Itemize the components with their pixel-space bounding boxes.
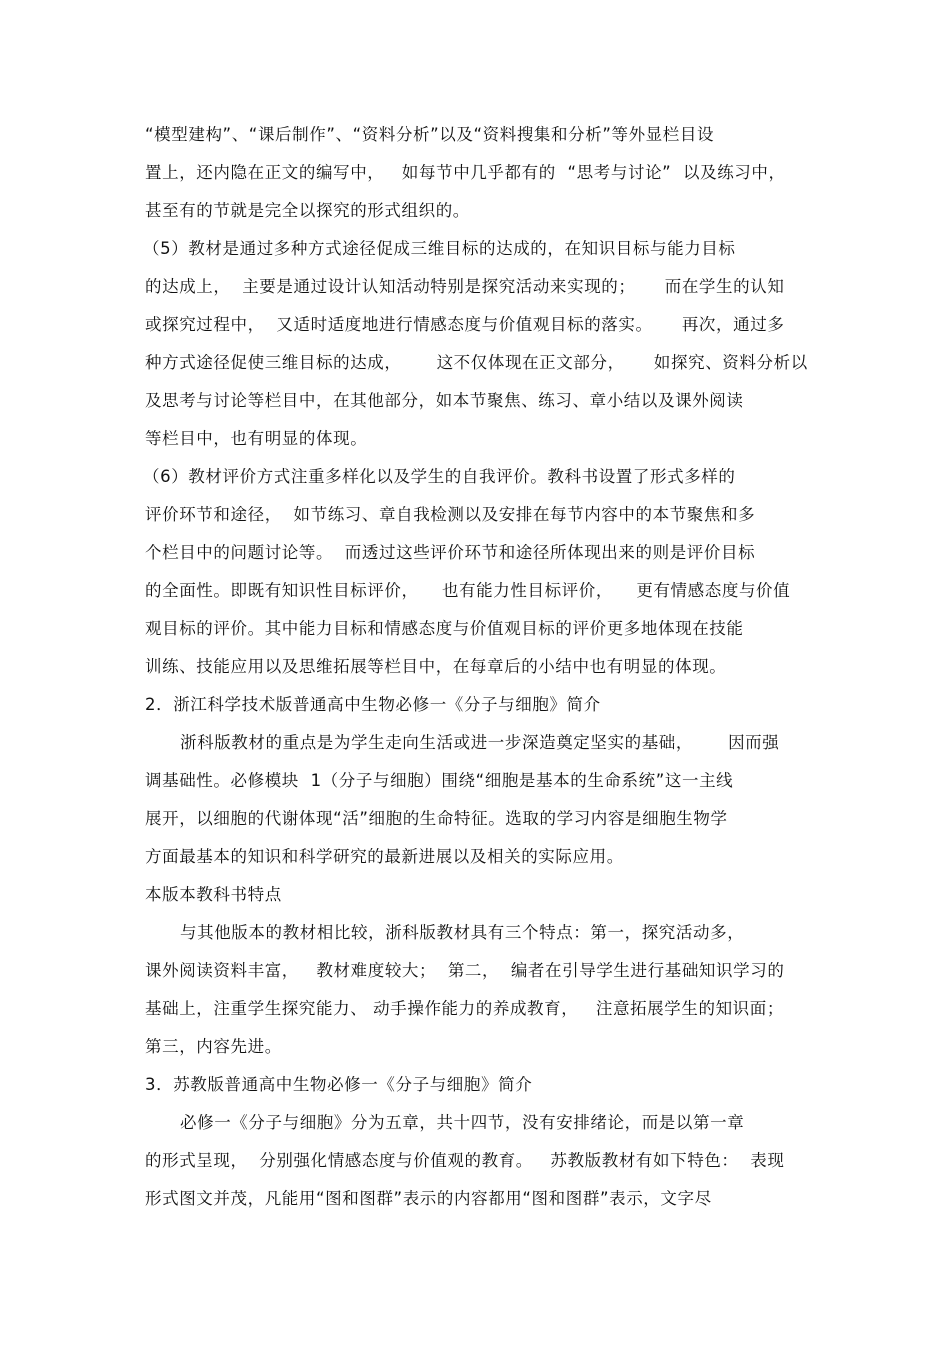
text-line: “模型建构”、“课后制作”、“资料分析”以及“资料搜集和分析”等外显栏目设 [145, 125, 715, 144]
text-line: 或探究过程中， 又适时适度地进行情感态度与价值观目标的落实。 再次，通过多 [145, 315, 785, 334]
text-line: 课外阅读资料丰富， 教材难度较大； 第二， 编者在引导学生进行基础知识学习的 [145, 961, 785, 980]
text-line: 评价环节和途径， 如节练习、章自我检测以及安排在每节内容中的本节聚焦和多 [145, 505, 756, 524]
text-line: （6）教材评价方式注重多样化以及学生的自我评价。教科书设置了形式多样的 [143, 467, 736, 486]
text-line: 方面最基本的知识和科学研究的最新进展以及相关的实际应用。 [145, 847, 624, 866]
text-line: 必修一《分子与细胞》分为五章，共十四节，没有安排绪论，而是以第一章 [180, 1113, 745, 1132]
text-line: 展开，以细胞的代谢体现“活”细胞的生命特征。选取的学习内容是细胞生物学 [145, 809, 728, 828]
text-line: 的形式呈现， 分别强化情感态度与价值观的教育。 苏教版教材有如下特色： 表现 [145, 1151, 785, 1170]
text-line: 基础上，注重学生探究能力、 动手操作能力的养成教育， 注意拓展学生的知识面； [145, 999, 784, 1018]
subsection-heading: 本版本教科书特点 [145, 885, 282, 904]
text-line: 观目标的评价。其中能力目标和情感态度与价值观目标的评价更多地体现在技能 [145, 619, 744, 638]
text-line: 调基础性。必修模块 1（分子与细胞）围绕“细胞是基本的生命系统”这一主线 [145, 771, 734, 790]
text-line: 置上，还内隐在正文的编写中， 如每节中几乎都有的 “思考与讨论” 以及练习中， [145, 163, 786, 182]
text-line: 甚至有的节就是完全以探究的形式组织的。 [145, 201, 470, 220]
text-line: 等栏目中，也有明显的体现。 [145, 429, 368, 448]
text-line: 的达成上， 主要是通过设计认知活动特别是探究活动来实现的； 而在学生的认知 [145, 277, 785, 296]
text-line: （5）教材是通过多种方式途径促成三维目标的达成的，在知识目标与能力目标 [143, 239, 736, 258]
section-heading: 3．苏教版普通高中生物必修一《分子与细胞》简介 [145, 1075, 533, 1094]
text-line: 形式图文并茂，凡能用“图和图群”表示的内容都用“图和图群”表示，文字尽 [145, 1189, 712, 1208]
text-line: 的全面性。即既有知识性目标评价， 也有能力性目标评价， 更有情感态度与价值 [145, 581, 791, 600]
text-line: 与其他版本的教材相比较，浙科版教材具有三个特点：第一，探究活动多， [180, 923, 745, 942]
text-line: 第三，内容先进。 [145, 1037, 282, 1056]
text-line: 浙科版教材的重点是为学生走向生活或进一步深造奠定坚实的基础， 因而强 [180, 733, 780, 752]
text-line: 种方式途径促使三维目标的达成， 这不仅体现在正文部分， 如探究、资料分析以 [145, 353, 808, 372]
text-line: 及思考与讨论等栏目中，在其他部分，如本节聚焦、练习、章小结以及课外阅读 [145, 391, 744, 410]
section-heading: 2．浙江科学技术版普通高中生物必修一《分子与细胞》简介 [145, 695, 601, 714]
text-line: 个栏目中的问题讨论等。 而透过这些评价环节和途径所体现出来的则是评价目标 [145, 543, 756, 562]
text-line: 训练、技能应用以及思维拓展等栏目中，在每章后的小结中也有明显的体现。 [145, 657, 727, 676]
